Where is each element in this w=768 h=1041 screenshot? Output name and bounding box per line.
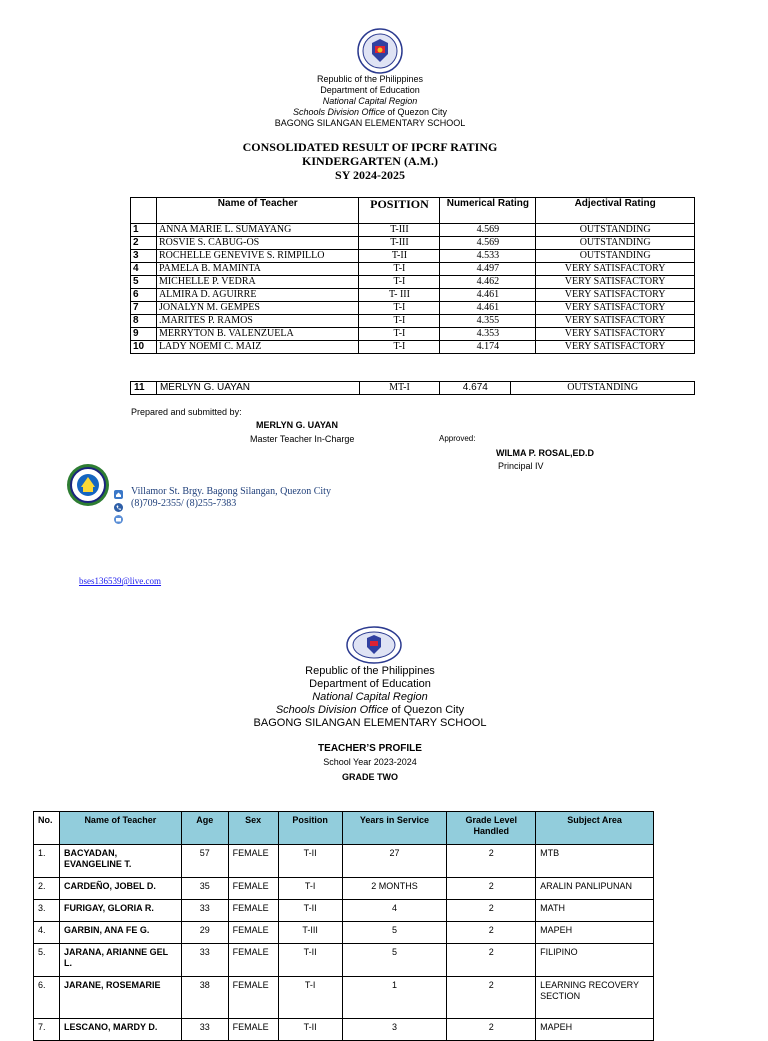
cell-position: T-I: [278, 977, 342, 1019]
cell-name: BACYADAN, EVANGELINE T.: [59, 845, 181, 878]
cell-sex: FEMALE: [228, 845, 278, 878]
cell-subject: ARALIN PANLIPUNAN: [536, 878, 654, 900]
cell-position: T-II: [278, 944, 342, 977]
cell-name: JONALYN M. GEMPES: [156, 302, 359, 315]
teacher-profile-table: [33, 811, 654, 1041]
header-republic: Republic of the Philippines: [316, 74, 424, 84]
cell-rating: 4.462: [440, 276, 536, 289]
cell-sex: FEMALE: [228, 922, 278, 944]
cell-name: ANNA MARIE L. SUMAYANG: [156, 224, 359, 237]
cell-grade: 2: [447, 845, 536, 878]
cell-subject: MATH: [536, 900, 654, 922]
cell-no: 5.: [34, 944, 60, 977]
table-row: [131, 341, 695, 354]
cell-age: 35: [181, 878, 228, 900]
cell-rating: 4.174: [440, 341, 536, 354]
cell-name: JARANE, ROSEMARIE: [59, 977, 181, 1019]
cell-years: 5: [342, 922, 447, 944]
cell-name: LESCANO, MARDY D.: [59, 1019, 181, 1041]
table-row: [34, 1019, 654, 1041]
table-row: [131, 237, 695, 250]
extra-row-position: MT-I: [359, 382, 440, 395]
cell-name: ROCHELLE GENEVIVE S. RIMPILLO: [156, 250, 359, 263]
cell-no: 1.: [34, 845, 60, 878]
col-numerical-header: Numerical Rating: [440, 198, 536, 224]
cell-no: 6.: [34, 977, 60, 1019]
preparer-name: MERLYN G. UAYAN: [256, 420, 339, 430]
profile-school-year: School Year 2023-2024: [323, 757, 417, 767]
ipcrf-rating-table: [130, 197, 695, 354]
cell-position: T-I: [359, 276, 440, 289]
cell-grade: 2: [447, 977, 536, 1019]
table-row: [34, 845, 654, 878]
cell-position: T-I: [359, 328, 440, 341]
col-name-header: Name of Teacher: [156, 198, 359, 224]
cell-no: 6: [131, 289, 157, 302]
header2-school: BAGONG SILANGAN ELEMENTARY SCHOOL: [253, 717, 487, 729]
cell-name: FURIGAY, GLORIA R.: [59, 900, 181, 922]
header2-republic: Republic of the Philippines: [305, 665, 435, 677]
col2-name: Name of Teacher: [59, 812, 181, 845]
cell-no: 5: [131, 276, 157, 289]
cell-name: ROSVIE S. CABUG-OS: [156, 237, 359, 250]
cell-no: 8: [131, 315, 157, 328]
cell-no: 2.: [34, 878, 60, 900]
report-title: CONSOLIDATED RESULT OF IPCRF RATING: [242, 140, 498, 154]
col2-age: Age: [181, 812, 228, 845]
cell-name: GARBIN, ANA FE G.: [59, 922, 181, 944]
cell-adjectival: OUTSTANDING: [536, 237, 695, 250]
approved-label: Approved:: [439, 434, 476, 443]
col2-sex: Sex: [228, 812, 278, 845]
cell-position: T-I: [359, 263, 440, 276]
col2-no: No.: [34, 812, 60, 845]
cell-position: T-II: [359, 250, 440, 263]
deped-seal-logo-2: [345, 626, 403, 664]
approver-name: WILMA P. ROSAL,ED.D: [496, 448, 595, 458]
header-department: Department of Education: [320, 85, 420, 95]
cell-adjectival: VERY SATISFACTORY: [536, 263, 695, 276]
cell-grade: 2: [447, 944, 536, 977]
extra-row-rating: 4.674: [440, 382, 511, 395]
report-school-year: SY 2024-2025: [335, 168, 405, 182]
col-adjectival-header: Adjectival Rating: [536, 198, 695, 224]
cell-position: T-II: [278, 845, 342, 878]
col2-position: Position: [278, 812, 342, 845]
cell-name: PAMELA B. MAMINTA: [156, 263, 359, 276]
cell-years: 1: [342, 977, 447, 1019]
table-row: [131, 263, 695, 276]
cell-sex: FEMALE: [228, 944, 278, 977]
cell-age: 38: [181, 977, 228, 1019]
cell-position: T-I: [359, 315, 440, 328]
cell-sex: FEMALE: [228, 1019, 278, 1041]
table-row: [131, 328, 695, 341]
cell-name: JARANA, ARIANNE GEL L.: [59, 944, 181, 977]
email-icon: [114, 511, 123, 520]
table-row: [34, 900, 654, 922]
cell-adjectival: VERY SATISFACTORY: [536, 289, 695, 302]
cell-no: 3: [131, 250, 157, 263]
footer-email-link[interactable]: bses136539@live.com: [79, 576, 162, 586]
cell-no: 4.: [34, 922, 60, 944]
col2-subject: Subject Area: [536, 812, 654, 845]
cell-position: T- III: [359, 289, 440, 302]
cell-grade: 2: [447, 1019, 536, 1041]
school-seal-logo: [64, 463, 112, 507]
deped-seal-logo: [352, 28, 408, 74]
cell-adjectival: OUTSTANDING: [536, 250, 695, 263]
cell-grade: 2: [447, 878, 536, 900]
cell-sex: FEMALE: [228, 878, 278, 900]
table-row: [34, 878, 654, 900]
cell-no: 7: [131, 302, 157, 315]
master-teacher-rating-row: [130, 381, 695, 395]
cell-rating: 4.353: [440, 328, 536, 341]
cell-position: T-III: [359, 224, 440, 237]
cell-sex: FEMALE: [228, 900, 278, 922]
header2-division: Schools Division Office of Quezon City: [275, 704, 465, 716]
table-row: [131, 224, 695, 237]
cell-years: 5: [342, 944, 447, 977]
footer-address: Villamor St. Brgy. Bagong Silangan, Quezon City: [131, 486, 331, 497]
phone-icon: [114, 499, 123, 508]
header-division: Schools Division Office of Quezon City: [292, 107, 448, 117]
cell-position: T-I: [359, 341, 440, 354]
table-row: [34, 922, 654, 944]
cell-no: 1: [131, 224, 157, 237]
cell-name: MERRYTON B. VALENZUELA: [156, 328, 359, 341]
cell-adjectival: VERY SATISFACTORY: [536, 276, 695, 289]
table-row: [131, 276, 695, 289]
table-row: [131, 250, 695, 263]
table-row: [34, 944, 654, 977]
cell-position: T-III: [359, 237, 440, 250]
cell-no: 3.: [34, 900, 60, 922]
cell-grade: 2: [447, 922, 536, 944]
col-position-header: POSITION: [359, 198, 440, 224]
col2-grade: Grade Level Handled: [447, 812, 536, 845]
cell-no: 9: [131, 328, 157, 341]
cell-position: T-III: [278, 922, 342, 944]
approver-title: Principal IV: [498, 461, 544, 471]
cell-years: 4: [342, 900, 447, 922]
cell-rating: 4.497: [440, 263, 536, 276]
cell-age: 33: [181, 944, 228, 977]
cell-rating: 4.569: [440, 237, 536, 250]
cell-no: 10: [131, 341, 157, 354]
report-subtitle: KINDERGARTEN (A.M.): [302, 154, 438, 168]
cell-subject: MAPEH: [536, 1019, 654, 1041]
extra-row-no: 11: [131, 382, 157, 395]
table-row: [34, 977, 654, 1019]
col2-years: Years in Service: [342, 812, 447, 845]
cell-adjectival: VERY SATISFACTORY: [536, 328, 695, 341]
cell-rating: 4.461: [440, 302, 536, 315]
header2-department: Department of Education: [309, 678, 431, 690]
cell-subject: FILIPINO: [536, 944, 654, 977]
cell-name: LADY NOEMI C. MAIZ: [156, 341, 359, 354]
preparer-title: Master Teacher In-Charge: [250, 434, 355, 444]
cell-name: ALMIRA D. AGUIRRE: [156, 289, 359, 302]
cell-grade: 2: [447, 900, 536, 922]
cell-age: 57: [181, 845, 228, 878]
profile-grade: GRADE TWO: [342, 772, 398, 782]
cell-name: .MARITES P. RAMOS: [156, 315, 359, 328]
home-icon: [114, 486, 123, 495]
cell-subject: LEARNING RECOVERY SECTION: [536, 977, 654, 1019]
cell-years: 27: [342, 845, 447, 878]
cell-rating: 4.461: [440, 289, 536, 302]
table-row: [131, 302, 695, 315]
cell-rating: 4.533: [440, 250, 536, 263]
cell-sex: FEMALE: [228, 977, 278, 1019]
profile-title: TEACHER’S PROFILE: [318, 743, 422, 754]
cell-no: 7.: [34, 1019, 60, 1041]
cell-position: T-I: [359, 302, 440, 315]
cell-no: 2: [131, 237, 157, 250]
cell-position: T-II: [278, 1019, 342, 1041]
header-school: BAGONG SILANGAN ELEMENTARY SCHOOL: [274, 118, 466, 128]
cell-name: MICHELLE P. VEDRA: [156, 276, 359, 289]
cell-adjectival: VERY SATISFACTORY: [536, 302, 695, 315]
cell-years: 2 MONTHS: [342, 878, 447, 900]
cell-subject: MTB: [536, 845, 654, 878]
cell-adjectival: VERY SATISFACTORY: [536, 315, 695, 328]
col-no: [131, 198, 157, 224]
cell-subject: MAPEH: [536, 922, 654, 944]
cell-position: T-I: [278, 878, 342, 900]
cell-rating: 4.355: [440, 315, 536, 328]
footer-phone: (8)709-2355/ (8)255-7383: [131, 498, 237, 509]
prepared-label: Prepared and submitted by:: [131, 407, 242, 417]
header-region: National Capital Region: [322, 96, 418, 106]
cell-age: 33: [181, 900, 228, 922]
cell-adjectival: VERY SATISFACTORY: [536, 341, 695, 354]
cell-age: 29: [181, 922, 228, 944]
header2-region: National Capital Region: [312, 691, 428, 703]
cell-adjectival: OUTSTANDING: [536, 224, 695, 237]
table-row: [131, 289, 695, 302]
cell-no: 4: [131, 263, 157, 276]
cell-name: CARDEÑO, JOBEL D.: [59, 878, 181, 900]
cell-years: 3: [342, 1019, 447, 1041]
cell-position: T-II: [278, 900, 342, 922]
extra-row-name: MERLYN G. UAYAN: [156, 382, 359, 395]
table-row: [131, 315, 695, 328]
cell-age: 33: [181, 1019, 228, 1041]
cell-rating: 4.569: [440, 224, 536, 237]
extra-row-adjectival: OUTSTANDING: [511, 382, 695, 395]
